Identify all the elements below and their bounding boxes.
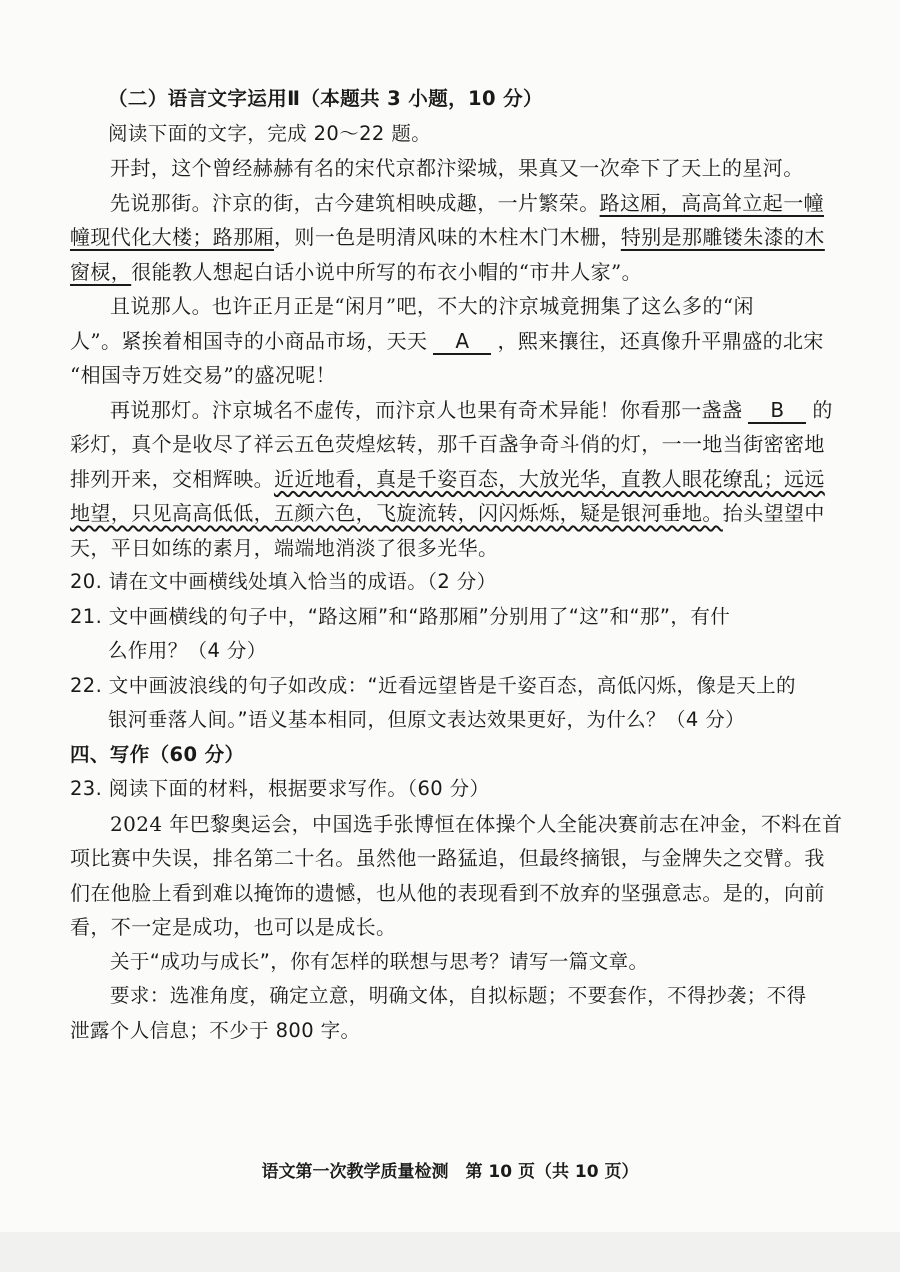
material-line-3: 们在他脸上看到难以掩饰的遗憾，也从他的表现看到不放弃的坚强意志。是的，向前 <box>70 880 825 905</box>
section-heading: （二）语言文字运用Ⅱ（本题共 3 小题，10 分） <box>108 87 543 110</box>
passage-text: 很能教人想起白话小说中所写的布衣小帽的“市井人家”。 <box>131 259 643 284</box>
scan-bottom-margin <box>0 1232 900 1272</box>
passage-paragraph-4-line-5: 天，平日如练的素月，端端地消淡了很多光华。 <box>70 535 499 560</box>
passage-text: 人”。紧挨着相国寺的小商品市场，天天 <box>70 328 428 353</box>
passage-paragraph-4-line-3 <box>70 462 850 497</box>
underlined-sentence: 窗棂， <box>70 259 132 284</box>
fill-blank-a: A <box>433 329 491 355</box>
question-22-line-1: 22. 文中画波浪线的句子如改成：“近看远望皆是千姿百态，高低闪烁，像是天上的 <box>70 673 796 697</box>
wavy-underlined-sentence: 近近地看，真是千姿百态，大放光华，直教人眼花缭乱；远远 <box>274 466 825 491</box>
reading-instruction: 阅读下面的文字，完成 20～22 题。 <box>108 121 432 145</box>
page-content <box>70 82 850 1048</box>
underlined-sentence: 幢现代化大楼；路那厢 <box>70 225 274 249</box>
question-20: 20. 请在文中画横线处填入恰当的成语。（2 分） <box>70 570 497 593</box>
passage-paragraph-2-line-1 <box>70 186 850 221</box>
passage-paragraph-3-line-3: “相国寺万姓交易”的盛况呢！ <box>70 363 337 387</box>
question-21-line-2: 么作用？（4 分） <box>108 639 267 662</box>
passage-text: ，则一色是明清风味的木柱木门木栅， <box>274 225 621 249</box>
material-line-1: 2024 年巴黎奥运会，中国选手张博恒在体操个人全能决赛前志在冲金，不料在首 <box>110 811 843 836</box>
question-21-line-1: 21. 文中画横线的句子中，“路这厢”和“路那厢”分别用了“这”和“那”，有什 <box>70 604 731 628</box>
fill-blank-b: B <box>748 398 806 424</box>
passage-paragraph-1: 开封，这个曾经赫赫有名的宋代京都汴梁城，果真又一次牵下了天上的星河。 <box>110 156 804 180</box>
material-line-4: 看，不一定是成功，也可以是成长。 <box>70 915 397 939</box>
question-22-line-2: 银河垂落人间。”语义基本相同，但原文表达效果更好，为什么？（4 分） <box>108 708 746 731</box>
passage-paragraph-4-line-1 <box>70 393 850 428</box>
material-line-2: 项比赛中失误，排名第二十名。虽然他一路猛追，但最终摘银，与金牌失之交臂。我 <box>70 846 825 870</box>
passage-text: ，熙来攘往，还真像升平鼎盛的北宋 <box>497 328 824 353</box>
passage-paragraph-3-line-2 <box>70 324 850 359</box>
passage-text: 先说那街。汴京的街，古今建筑相映成趣，一片繁荣。 <box>110 190 600 215</box>
requirements-line-2: 泄露个人信息；不少于 800 字。 <box>70 1018 361 1042</box>
question-23: 23. 阅读下面的材料，根据要求写作。（60 分） <box>70 777 490 800</box>
passage-paragraph-2-line-3 <box>70 255 850 290</box>
writing-section-heading: 四、写作（60 分） <box>70 742 245 766</box>
passage-text: 的 <box>812 397 833 422</box>
wavy-underlined-sentence: 地望，只见高高低低，五颜六色，飞旋流转，闪闪烁烁，疑是银河垂地。 <box>70 501 723 525</box>
passage-paragraph-3-line-1: 且说那人。也许正月正是“闲月”吧，不大的汴京城竟拥集了这么多的“闲 <box>110 294 754 318</box>
underlined-sentence: 路这厢，高高耸立起一幢 <box>599 190 825 215</box>
passage-text: 抬头望望中 <box>722 501 825 525</box>
passage-text: 排列开来，交相辉映。 <box>70 466 274 491</box>
writing-prompt: 关于“成功与成长”，你有怎样的联想与思考？请写一篇文章。 <box>110 949 649 973</box>
passage-paragraph-4-line-2: 彩灯，真个是收尽了祥云五色荧煌炫转，那千百盏争奇斗俏的灯，一一地当街密密地 <box>70 432 825 456</box>
underlined-sentence: 特别是那雕镂朱漆的木 <box>620 225 825 249</box>
requirements-line-1: 要求：选准角度，确定立意，明确文体，自拟标题；不要套作，不得抄袭；不得 <box>110 984 807 1007</box>
page-footer: 语文第一次教学质量检测 第 10 页（共 10 页） <box>261 1162 639 1182</box>
passage-text: 再说那灯。汴京城名不虚传，而汴京人也果有奇术异能！你看那一盏盏 <box>110 397 743 422</box>
passage-paragraph-4-line-4 <box>70 496 850 531</box>
passage-paragraph-2-line-2 <box>70 220 850 255</box>
